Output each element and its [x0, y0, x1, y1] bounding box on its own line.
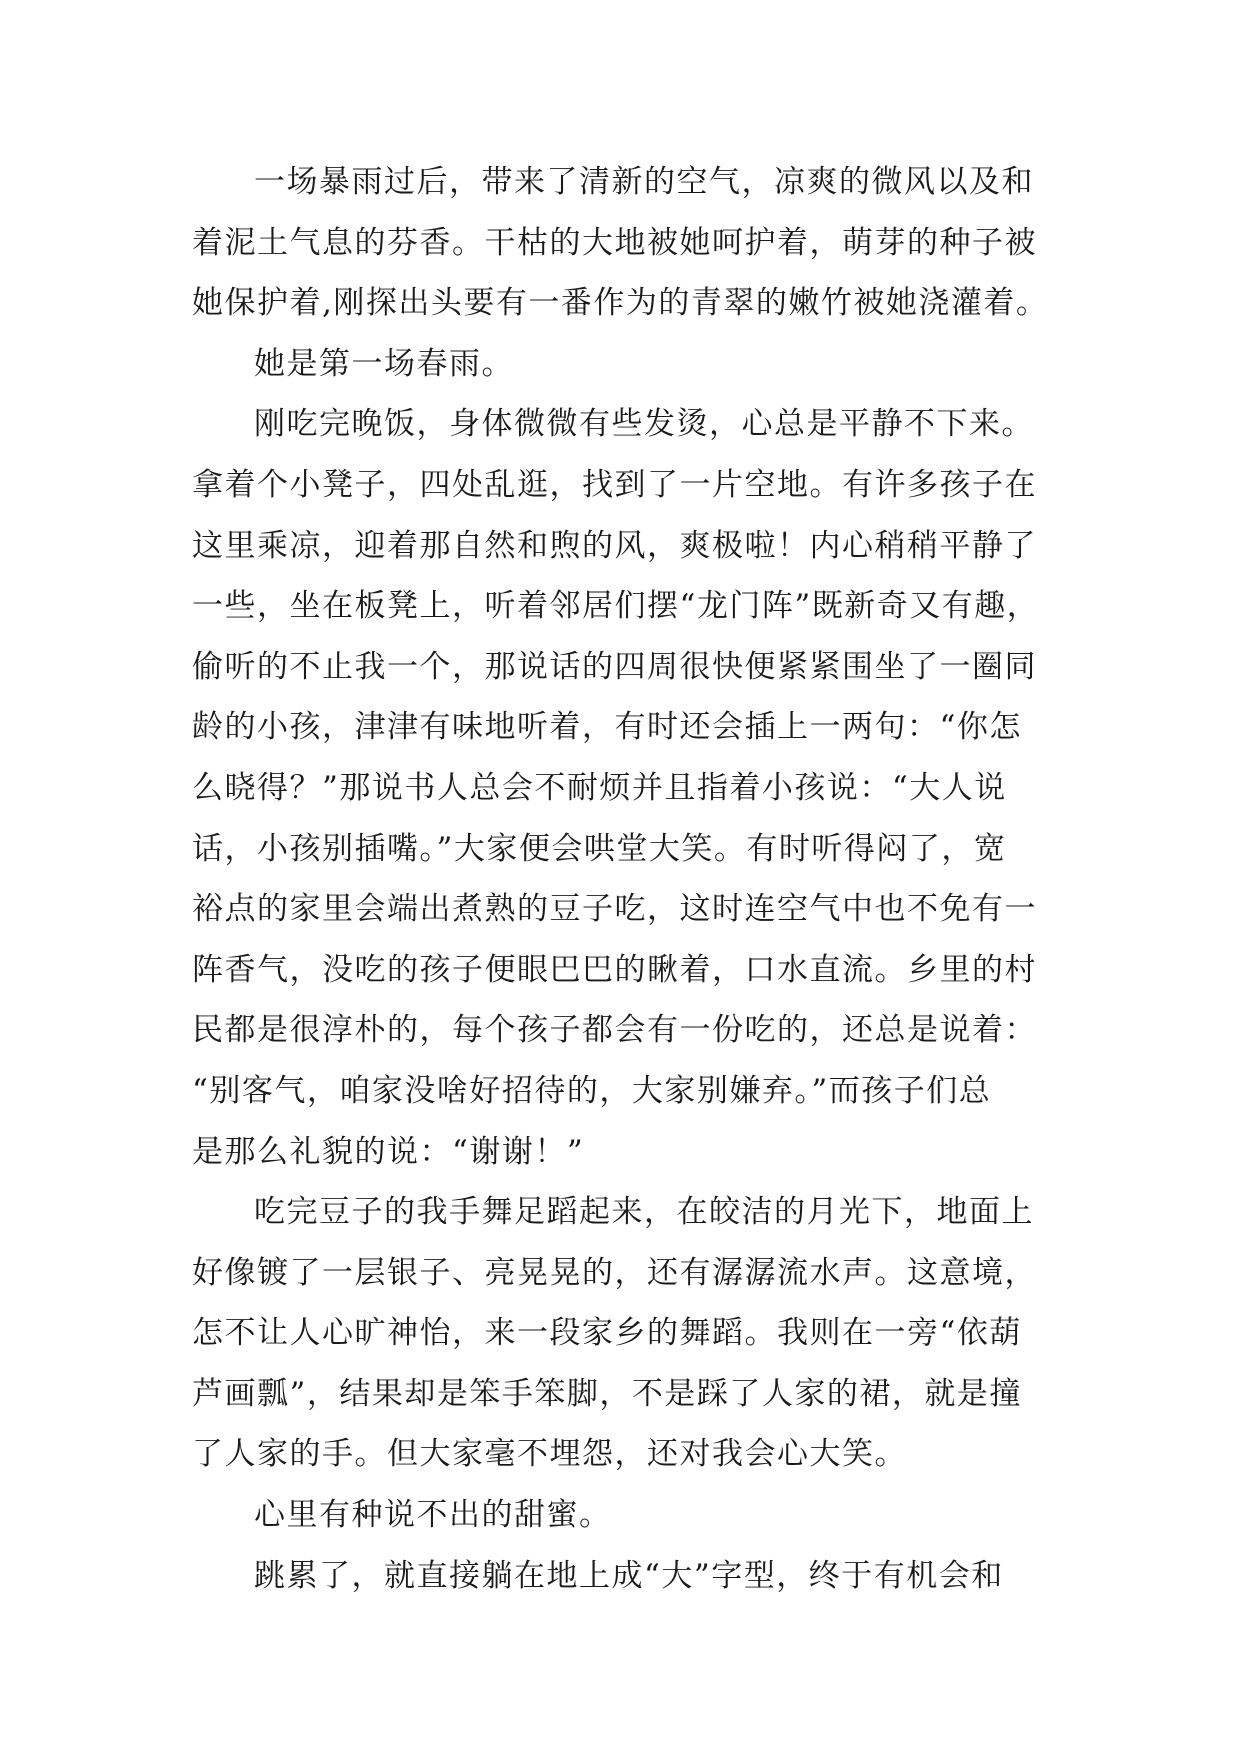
text-line: 跳累了，就直接躺在地上成“大”字型，终于有机会和: [254, 1557, 1004, 1594]
text-line: 偷听的不止我一个，那说话的四周很快便紧紧围坐了一圈同: [192, 648, 1037, 685]
text-line: 刚吃完晚饭，身体微微有些发烫，心总是平静不下来。: [254, 406, 1034, 443]
text-line: 这里乘凉，迎着那自然和煦的风，爽极啦！内心稍稍平静了: [192, 527, 1037, 564]
text-line: 阵香气，没吃的孩子便眼巴巴的瞅着，口水直流。乡里的村: [192, 951, 1037, 988]
text-line: 民都是很淳朴的，每个孩子都会有一份吃的，还总是说着：: [192, 1012, 1037, 1049]
text-line: 好像镀了一层银子、亮晃晃的，还有潺潺流水声。这意境，: [192, 1254, 1037, 1291]
text-line: “别客气，咱家没啥好招待的，大家别嫌弃。”而孩子们总: [192, 1072, 992, 1109]
text-line: 吃完豆子的我手舞足蹈起来，在皎洁的月光下，地面上: [254, 1194, 1034, 1231]
text-line: 话，小孩别插嘴。”大家便会哄堂大笑。有时听得闷了，宽: [192, 830, 1007, 867]
text-line: 了人家的手。但大家毫不埋怨，还对我会心大笑。: [192, 1436, 907, 1473]
text-line: 是那么礼貌的说：“谢谢！”: [192, 1133, 585, 1170]
text-line: 芦画瓢”，结果却是笨手笨脚，不是踩了人家的裙，就是撞: [192, 1375, 1022, 1412]
text-line: 裕点的家里会端出煮熟的豆子吃，这时连空气中也不免有一: [192, 891, 1037, 928]
text-line: 心里有种说不出的甜蜜。: [254, 1497, 612, 1534]
text-line: 么晓得？”那说书人总会不耐烦并且指着小孩说：“大人说: [192, 769, 1007, 806]
text-line: 她保护着,刚探出头要有一番作为的青翠的嫩竹被她浇灌着。: [192, 285, 1049, 322]
body-text: [192, 152, 1052, 1606]
text-line: 拿着个小凳子，四处乱逛，找到了一片空地。有许多孩子在: [192, 466, 1037, 503]
text-line: 一场暴雨过后，带来了清新的空气，凉爽的微风以及和: [254, 164, 1034, 200]
text-line: 她是第一场春雨。: [254, 345, 514, 382]
text-line: 龄的小孩，津津有味地听着，有时还会插上一两句：“你怎: [192, 709, 1022, 746]
text-line: 一些，坐在板凳上，听着邻居们摆“龙门阵”既新奇又有趣，: [192, 588, 1040, 625]
text-line: 着泥土气息的芬香。干枯的大地被她呵护着，萌芽的种子被: [192, 224, 1037, 261]
text-line: 怎不让人心旷神怡，来一段家乡的舞蹈。我则在一旁“依葫: [192, 1315, 1022, 1352]
